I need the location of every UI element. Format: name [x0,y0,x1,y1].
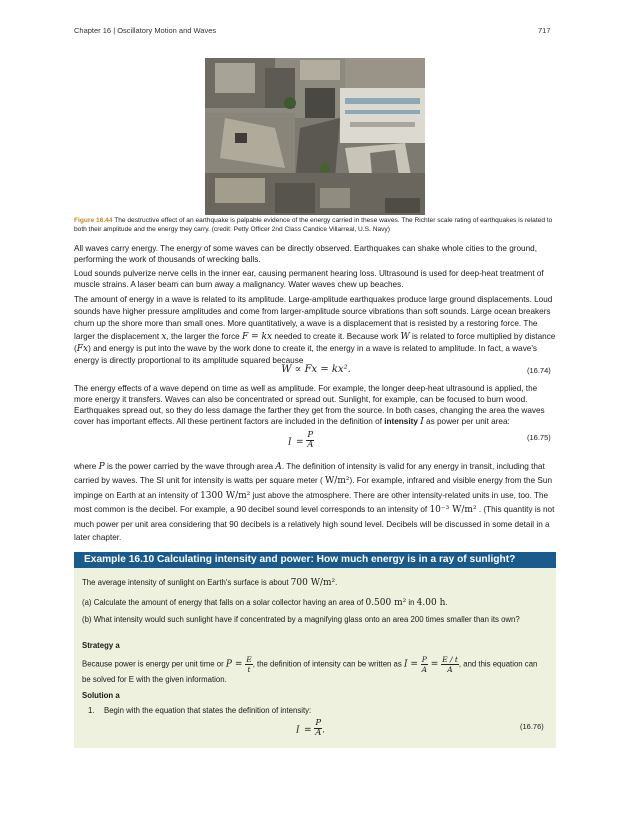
p5-text-e: just above the atmosphere. There are other intensity-related units in use, too. The most common is the decibel. For example, a 90 decibel sound level corresponds to an intensity of [74,490,549,515]
part-a-text: (a) Calculate the amount of energy that falls on a solar collector having an area of [82,598,364,607]
p3-text-a: The amount of energy in a wave is related to its amplitude. Large-amplitude earthquakes produce large ground displacements. Loud sounds have higher pressure amplitudes and come from larger-amplitude source vibrations than soft sounds. Large ocean breakers churn up the shore more than small ones. More quantitatively, a wave is a displacement that is resisted by a restoring force. The larger the displacement [74,295,553,341]
strategy-frac2-den: A [447,665,453,674]
math-W: W [400,331,410,342]
equation-16-76: I = $\frac{P}{A}$ . [296,718,326,738]
paragraph-4 [74,383,558,428]
p5-text-d: ). For example, infrared and visible energy from the Sun impinge on Earth at an intensity of [74,476,552,500]
eq-number-16-74: (16.74) [527,366,551,375]
p5-text-a: where [74,462,97,471]
example-part-b: (b) What intensity would such sunlight have if concentrated by a magnifying glass onto an area 200 times smaller than its own? [82,615,520,624]
p3-text-c: needed to create it. Because work [274,331,399,341]
equation-16-74 [74,364,558,375]
strategy-t: t [247,665,251,674]
strategy-a-heading: Strategy a [82,641,120,650]
example-title: Example 16.10 Calculating intensity and power: How much energy is in a ray of sunlight? [74,552,556,568]
step-1-number: 1. [88,706,95,715]
paragraph-3 [74,294,558,367]
eq-16-76-numerator: P [315,718,322,728]
chapter-header: Chapter 16 | Oscillatory Motion and Waves [74,26,217,35]
math-force-eq: F = kx [242,331,273,342]
strategy-text-3: , and this equation can be solved for E with the given information. [82,659,538,684]
term-intensity: intensity [384,417,418,426]
part-a-in: in [408,598,415,607]
p5-text-b: is the power carried by the wave through area [106,462,274,471]
strategy-P: P [225,659,232,670]
eq-16-76-I: I [296,725,300,736]
p5-text-c: . The definition of intensity is valid for any energy in transit, including that carried by waves. The SI unit for intensity is watts per square meter ( [74,462,545,486]
p3-text-b: , the larger the force [166,331,240,341]
example-intro: The average intensity of sunlight on Earth's surface is about 700 W/m². [82,578,338,588]
equation-16-75: I = $\frac{P}{A}$ [288,430,314,450]
strategy-a-text: Because power is energy per unit time or P = $\frac{E}{t}$ , the definition of intensity can be written as I = $\frac{P}{A}$ = $\frac{E / t}{A}$ , and this equation can be solved for E with the given information. [82,655,538,684]
strategy-frac1-num: P [421,655,427,664]
strategy-frac2-num: E / t [442,655,458,664]
paragraph-2: Loud sounds pulverize nerve cells in the inner ear, causing permanent hearing loss. Ultrasound is used for deep-heat treatment of muscle strains. A laser beam can burn away a malignancy. Water waves chew up beaches. [74,269,544,289]
page-number: 717 [538,26,551,35]
p5-text-f: . (This quantity is not much power per unit area considering that 90 decibels is a relatively high sound level. Decibels will be discussed in some detail in a later chapter. [74,505,555,543]
math-area: 0.500 m² [365,598,407,608]
strategy-I: I [403,659,408,670]
p4-text: The energy effects of a wave depend on time as well as amplitude. For example, the longer deep-heat ultrasound is applied, the more energy it transfers. Waves can also be concentrated or spread out. Sunlight, for example, can be focused to burn wood. Earthquakes spread out, so they do less damage the farther they get from the source. In both cases, changing the area the waves cover has important effects. All these pertinent factors are included in the definition of [74,384,545,426]
eq-number-16-75: (16.75) [527,433,551,442]
earthquake-photo [205,58,425,215]
paragraph-1: All waves carry energy. The energy of some waves can be directly observed. Earthquakes can shake whole cities to the ground, performing the work of thousands of wrecking balls. [74,244,537,264]
strategy-frac1-den: A [421,665,428,674]
paragraph-5 [74,460,558,544]
math-time: 4.00 h [416,598,446,608]
eq-16-75-denominator: A [307,440,314,450]
p4-end: as power per unit area: [426,417,510,426]
solution-a-heading: Solution a [82,691,120,700]
caption-text: The destructive effect of an earthquake is palpable evidence of the energy carried in these waves. The Richter scale rating of earthquakes is related to both their amplitude and the energy they carry. (credit: Petty Officer 2nd Class Candice Villarreal, U.S. Navy) [74,217,553,233]
example-part-a: (a) Calculate the amount of energy that falls on a solar collector having an area of 0.500 m² in 4.00 h. [82,598,448,608]
math-P: P [98,462,105,472]
eq-16-74-body: W ∝ Fx = kx². [281,364,351,375]
eq-16-76-denominator: A [315,728,322,738]
strategy-E: E [246,655,252,664]
strategy-text-1: Because power is energy per unit time or [82,659,224,669]
math-sun-intensity: 1300 W/m² [200,490,251,501]
math-Fx: Fx [76,343,89,354]
math-A: A [275,462,282,472]
math-x: x [161,331,167,342]
math-unit: W/m² [325,476,350,487]
math-I-inline: I [420,417,424,427]
eq-number-16-76: (16.76) [520,722,544,731]
math-db-intensity: 10⁻³ W/m² [429,505,477,516]
p3-text-e: ) and energy is put into the wave by the work done to create it, the energy in a wave is related to amplitude. In fact, a wave's energy is directly proportional to its amplitude squared because [74,343,538,366]
figure-label: Figure 16.44 [74,217,113,224]
figure-caption [74,217,558,234]
eq-16-75-numerator: P [307,430,314,440]
example-intro-text: The average intensity of sunlight on Earth's surface is about [82,578,289,587]
math-sunlight-intensity: 700 W/m² [290,578,336,588]
strategy-text-2: , the definition of intensity can be written as [252,659,402,669]
p3-text-d: is related to force multiplied by distance ( [74,331,556,353]
eq-16-75-I: I [288,437,292,448]
step-1-text: Begin with the equation that states the definition of intensity: [104,706,312,715]
